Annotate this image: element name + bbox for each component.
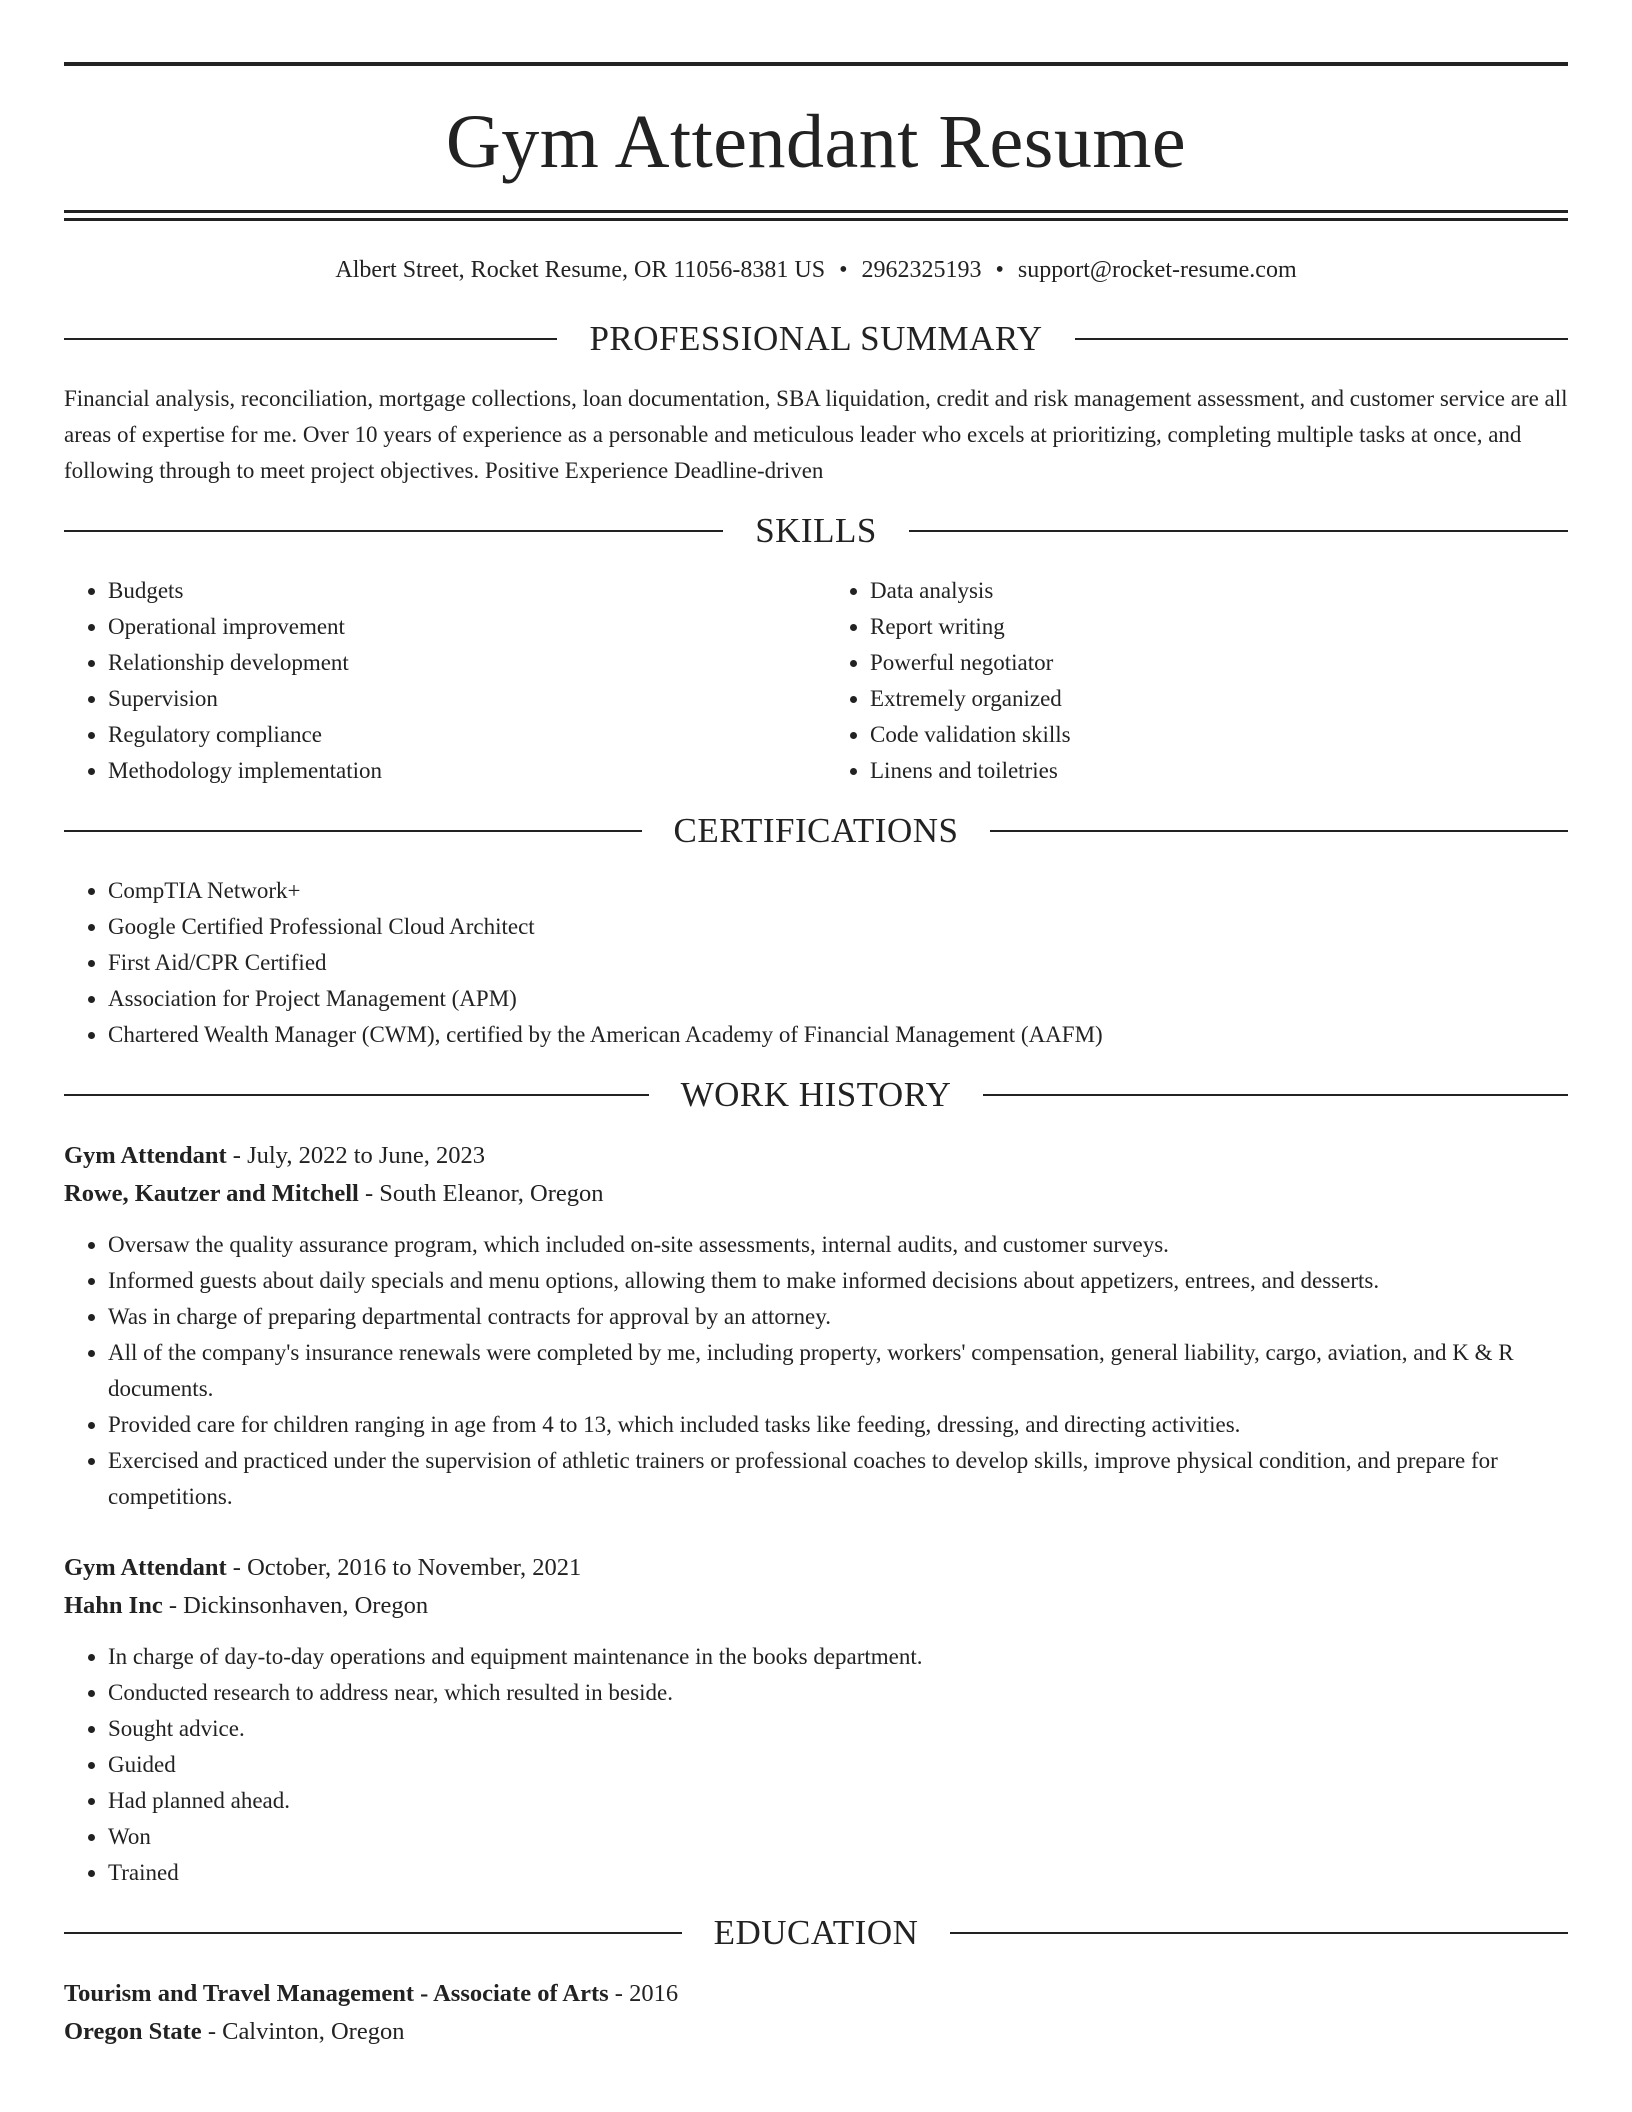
work-history-heading-label: WORK HISTORY bbox=[680, 1075, 952, 1114]
education-year: - 2016 bbox=[608, 1980, 679, 2007]
heading-rule bbox=[64, 1932, 682, 1934]
job-bullet: • Was in charge of preparing departmental contracts for approval by an attorney. bbox=[108, 1299, 1568, 1335]
heading-rule bbox=[983, 1094, 1568, 1096]
certifications-heading bbox=[64, 811, 1568, 851]
job-bullet: • In charge of day-to-day operations and equipment maintenance in the books department. bbox=[108, 1639, 1568, 1675]
skills-heading-label: SKILLS bbox=[755, 511, 877, 550]
summary-text: Financial analysis, reconciliation, mortgage collections, loan documentation, SBA liquidation, credit and risk management assessment, and customer service are all areas of expertise for me. Over 10 years of experience as a personable and meticulous leader who excels at prioritizing, completing multiple tasks at once, and following through to meet project objectives. Positive Experience Deadline-driven bbox=[64, 386, 1568, 483]
heading-rule bbox=[909, 530, 1568, 532]
job-location: - South Eleanor, Oregon bbox=[358, 1180, 604, 1207]
heading-rule bbox=[950, 1932, 1568, 1934]
contact-line bbox=[64, 255, 1568, 285]
skill-item: • Operational improvement bbox=[108, 609, 806, 645]
certification-item: • Google Certified Professional Cloud Architect bbox=[108, 909, 1568, 945]
job-bullet: • Guided bbox=[108, 1747, 1568, 1783]
skill-item: • Methodology implementation bbox=[108, 753, 806, 789]
job-title-line bbox=[64, 1137, 1568, 1175]
education-heading-label: EDUCATION bbox=[713, 1913, 919, 1952]
education-degree: Tourism and Travel Management - Associate of Arts bbox=[64, 1980, 609, 2007]
contact-separator: • bbox=[839, 257, 848, 283]
certification-item: • First Aid/CPR Certified bbox=[108, 945, 1568, 981]
contact-separator: • bbox=[995, 257, 1004, 283]
skill-item: • Report writing bbox=[870, 609, 1568, 645]
heading-rule bbox=[1075, 338, 1568, 340]
heading-rule bbox=[64, 530, 723, 532]
contact-phone: 2962325193 bbox=[861, 257, 982, 283]
job-company-line bbox=[64, 1587, 1568, 1625]
resume-page bbox=[64, 0, 1568, 2051]
job-title: Gym Attendant bbox=[64, 1142, 227, 1169]
title-double-rule bbox=[64, 210, 1568, 221]
skill-item: • Supervision bbox=[108, 681, 806, 717]
page-title: Gym Attendant Resume bbox=[445, 100, 1187, 184]
heading-rule bbox=[990, 830, 1568, 832]
certifications-list bbox=[64, 873, 1568, 1053]
skills-list bbox=[64, 573, 1568, 789]
skill-item: • Extremely organized bbox=[870, 681, 1568, 717]
job-entry bbox=[64, 1549, 1568, 1891]
job-location: - Dickinsonhaven, Oregon bbox=[162, 1592, 429, 1619]
job-title: Gym Attendant bbox=[64, 1554, 227, 1581]
certifications-heading-label: CERTIFICATIONS bbox=[673, 811, 959, 850]
job-bullets bbox=[64, 1639, 1568, 1891]
skill-item: • Relationship development bbox=[108, 645, 806, 681]
summary-heading bbox=[64, 319, 1568, 359]
skills-column-right bbox=[826, 573, 1568, 789]
job-bullet: • Oversaw the quality assurance program, which included on-site assessments, internal audits, and customer surveys. bbox=[108, 1227, 1568, 1263]
skill-item: • Linens and toiletries bbox=[870, 753, 1568, 789]
education-heading bbox=[64, 1913, 1568, 1953]
certification-item: • CompTIA Network+ bbox=[108, 873, 1568, 909]
skills-heading bbox=[64, 511, 1568, 551]
job-bullet: • Trained bbox=[108, 1855, 1568, 1891]
contact-address: Albert Street, Rocket Resume, OR 11056-8381 US bbox=[335, 257, 826, 283]
contact-email: support@rocket-resume.com bbox=[1017, 257, 1297, 283]
skill-item: • Code validation skills bbox=[870, 717, 1568, 753]
job-bullet: • Had planned ahead. bbox=[108, 1783, 1568, 1819]
job-dates: - October, 2016 to November, 2021 bbox=[226, 1554, 582, 1581]
top-rule bbox=[64, 62, 1568, 66]
job-bullet: • Exercised and practiced under the supervision of athletic trainers or professional coaches to develop skills, improve physical condition, and prepare for competitions. bbox=[108, 1443, 1568, 1515]
skill-item: • Powerful negotiator bbox=[870, 645, 1568, 681]
job-title-line bbox=[64, 1549, 1568, 1587]
job-company-line bbox=[64, 1175, 1568, 1213]
education-entry bbox=[64, 1975, 1568, 2051]
job-bullet: • Provided care for children ranging in age from 4 to 13, which included tasks like feeding, dressing, and directing activities. bbox=[108, 1407, 1568, 1443]
education-school: Oregon State bbox=[64, 2018, 202, 2045]
skill-item: • Data analysis bbox=[870, 573, 1568, 609]
job-bullets bbox=[64, 1227, 1568, 1515]
education-degree-line bbox=[64, 1975, 1568, 2013]
skill-item: • Budgets bbox=[108, 573, 806, 609]
work-history-heading bbox=[64, 1075, 1568, 1115]
heading-rule bbox=[64, 338, 557, 340]
certification-item: • Association for Project Management (APM) bbox=[108, 981, 1568, 1017]
certification-item: • Chartered Wealth Manager (CWM), certified by the American Academy of Financial Management (AAFM) bbox=[108, 1017, 1568, 1053]
education-location: - Calvinton, Oregon bbox=[201, 2018, 405, 2045]
education-school-line bbox=[64, 2013, 1568, 2051]
summary-heading-label: PROFESSIONAL SUMMARY bbox=[589, 319, 1043, 358]
skill-item: • Regulatory compliance bbox=[108, 717, 806, 753]
heading-rule bbox=[64, 830, 642, 832]
job-company: Hahn Inc bbox=[64, 1592, 163, 1619]
heading-rule bbox=[64, 1094, 649, 1096]
job-bullet: • Conducted research to address near, which resulted in beside. bbox=[108, 1675, 1568, 1711]
job-company: Rowe, Kautzer and Mitchell bbox=[64, 1180, 359, 1207]
job-bullet: • Sought advice. bbox=[108, 1711, 1568, 1747]
job-entry bbox=[64, 1137, 1568, 1515]
job-dates: - July, 2022 to June, 2023 bbox=[226, 1142, 486, 1169]
skills-column-left bbox=[64, 573, 806, 789]
job-bullet: • All of the company's insurance renewals were completed by me, including property, workers' compensation, general liability, cargo, aviation, and K & R documents. bbox=[108, 1335, 1568, 1407]
job-bullet: • Won bbox=[108, 1819, 1568, 1855]
job-bullet: • Informed guests about daily specials and menu options, allowing them to make informed decisions about appetizers, entrees, and desserts. bbox=[108, 1263, 1568, 1299]
